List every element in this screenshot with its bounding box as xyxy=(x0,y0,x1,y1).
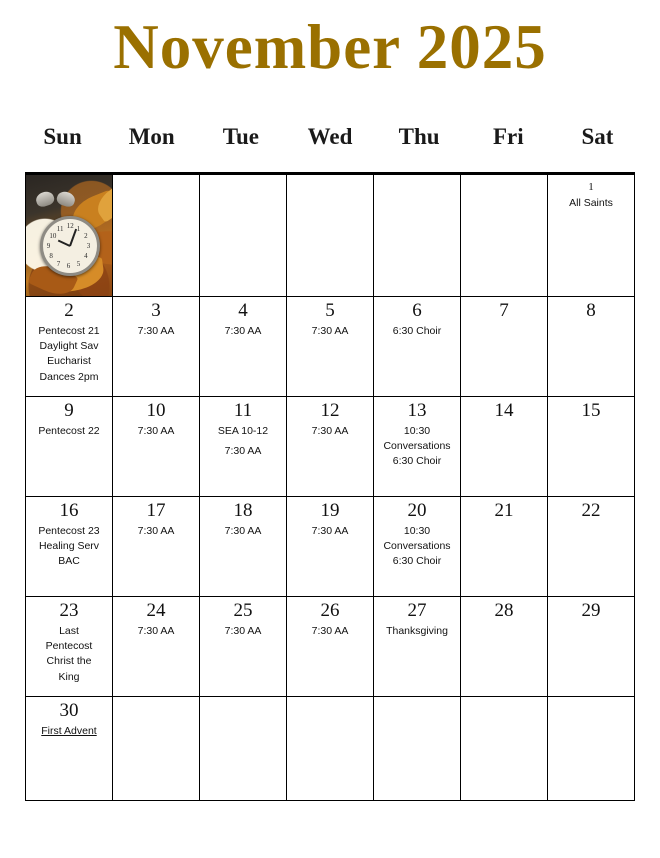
day-number: 25 xyxy=(233,600,253,622)
day-number: 4 xyxy=(238,300,248,322)
day-number: 10 xyxy=(146,400,166,422)
day-number: 17 xyxy=(146,500,166,522)
calendar-week-row xyxy=(26,396,634,496)
day-cell-19[interactable] xyxy=(287,496,374,596)
clock-tick-4: 4 xyxy=(84,252,88,261)
event-text: Last xyxy=(59,624,79,637)
day-cell-empty[interactable] xyxy=(113,696,200,800)
day-number: 27 xyxy=(407,600,427,622)
day-cell-empty[interactable] xyxy=(461,175,548,296)
day-number: 13 xyxy=(407,400,427,422)
day-cell-12[interactable] xyxy=(287,396,374,496)
day-cell-empty[interactable] xyxy=(26,175,113,296)
day-number: 30 xyxy=(59,700,79,722)
day-cell-empty[interactable] xyxy=(461,696,548,800)
weekday-thu: Thu xyxy=(398,124,440,150)
day-cell-8[interactable] xyxy=(548,296,634,396)
event-text: 7:30 AA xyxy=(224,524,262,537)
day-number: 26 xyxy=(320,600,340,622)
day-cell-16[interactable] xyxy=(26,496,113,596)
event-text: 7:30 AA xyxy=(137,424,175,437)
day-cell-14[interactable] xyxy=(461,396,548,496)
day-cell-25[interactable] xyxy=(200,596,287,696)
day-cell-23[interactable] xyxy=(26,596,113,696)
calendar-week-row xyxy=(26,296,634,396)
clock-tick-12: 12 xyxy=(66,222,74,231)
calendar-week-row xyxy=(26,596,634,696)
day-number: 29 xyxy=(581,600,601,622)
calendar-week-row xyxy=(26,175,634,296)
day-number: 20 xyxy=(407,500,427,522)
calendar-week-row xyxy=(26,696,634,800)
day-cell-empty[interactable] xyxy=(548,696,634,800)
day-events xyxy=(29,324,109,385)
clock-tick-3: 3 xyxy=(86,242,91,251)
clock-tick-6: 6 xyxy=(66,262,71,271)
day-number: 2 xyxy=(64,300,74,322)
day-cell-1[interactable] xyxy=(548,175,634,296)
event-text: 6:30 Choir xyxy=(392,324,442,337)
day-events xyxy=(203,424,283,459)
day-number: 18 xyxy=(233,500,253,522)
day-cell-27[interactable] xyxy=(374,596,461,696)
day-events xyxy=(116,324,196,339)
day-cell-11[interactable] xyxy=(200,396,287,496)
day-number: 14 xyxy=(494,400,514,422)
day-cell-empty[interactable] xyxy=(200,175,287,296)
clock-tick-10: 10 xyxy=(49,232,57,241)
day-events xyxy=(377,524,457,570)
day-cell-24[interactable] xyxy=(113,596,200,696)
day-cell-18[interactable] xyxy=(200,496,287,596)
weekday-wed: Wed xyxy=(307,124,353,150)
day-cell-15[interactable] xyxy=(548,396,634,496)
day-events xyxy=(377,424,457,470)
calendar-page xyxy=(0,14,660,858)
event-text: 6:30 Choir xyxy=(392,555,442,568)
weekday-tue: Tue xyxy=(222,124,259,150)
event-text: All Saints xyxy=(569,196,613,209)
day-cell-empty[interactable] xyxy=(287,175,374,296)
day-events xyxy=(116,424,196,439)
day-events xyxy=(116,624,196,639)
day-cell-6[interactable] xyxy=(374,296,461,396)
day-number: 5 xyxy=(325,300,335,322)
day-cell-empty[interactable] xyxy=(200,696,287,800)
day-cell-26[interactable] xyxy=(287,596,374,696)
day-cell-4[interactable] xyxy=(200,296,287,396)
day-cell-10[interactable] xyxy=(113,396,200,496)
event-text: 7:30 AA xyxy=(224,324,262,337)
event-text: Pentecost 22 xyxy=(38,424,100,437)
event-text: Pentecost 23 xyxy=(38,524,100,537)
day-events xyxy=(203,624,283,639)
day-number: 19 xyxy=(320,500,340,522)
event-text: Conversations xyxy=(383,540,451,553)
event-text: 7:30 AA xyxy=(224,445,262,458)
event-text: Conversations xyxy=(383,440,451,453)
day-number: 9 xyxy=(64,400,74,422)
day-cell-7[interactable] xyxy=(461,296,548,396)
event-text: King xyxy=(58,670,80,683)
weekday-mon: Mon xyxy=(128,124,175,150)
day-cell-28[interactable] xyxy=(461,596,548,696)
day-events xyxy=(116,524,196,539)
bell-icon xyxy=(35,190,56,209)
event-text: 10:30 xyxy=(403,524,431,537)
event-text: 7:30 AA xyxy=(311,324,349,337)
day-cell-20[interactable] xyxy=(374,496,461,596)
event-text: Thanksgiving xyxy=(386,624,448,637)
event-text: First Advent xyxy=(41,724,97,737)
day-cell-empty[interactable] xyxy=(113,175,200,296)
event-text: 7:30 AA xyxy=(137,324,175,337)
clock-tick-2: 2 xyxy=(84,232,88,241)
day-number: 21 xyxy=(494,500,514,522)
day-cell-empty[interactable] xyxy=(374,696,461,800)
page-title: November 2025 xyxy=(113,12,547,82)
event-text: 7:30 AA xyxy=(311,424,349,437)
event-text: 7:30 AA xyxy=(311,624,349,637)
day-cell-17[interactable] xyxy=(113,496,200,596)
clock-tick-8: 8 xyxy=(49,252,53,261)
event-text: Dances 2pm xyxy=(39,370,99,383)
weekday-fri: Fri xyxy=(492,124,524,150)
event-text: 7:30 AA xyxy=(224,624,262,637)
clock-tick-7: 7 xyxy=(56,259,61,268)
clock-tick-5: 5 xyxy=(76,259,81,268)
day-number: 12 xyxy=(320,400,340,422)
event-text: Eucharist xyxy=(47,355,91,368)
bell-icon xyxy=(55,190,76,209)
event-text: Christ the xyxy=(46,655,92,668)
day-cell-9[interactable] xyxy=(26,396,113,496)
event-text: Pentecost xyxy=(45,640,93,653)
day-events xyxy=(203,524,283,539)
day-events xyxy=(377,624,457,639)
weekday-sat: Sat xyxy=(581,124,614,150)
day-cell-5[interactable] xyxy=(287,296,374,396)
clock-tick-11: 11 xyxy=(56,224,64,233)
day-events xyxy=(290,324,370,339)
day-cell-21[interactable] xyxy=(461,496,548,596)
day-cell-empty[interactable] xyxy=(287,696,374,800)
day-events xyxy=(203,324,283,339)
day-events xyxy=(29,624,109,685)
day-events xyxy=(290,524,370,539)
day-events xyxy=(290,624,370,639)
day-number: 3 xyxy=(151,300,161,322)
day-cell-3[interactable] xyxy=(113,296,200,396)
event-text: Pentecost 21 xyxy=(38,324,100,337)
event-text: Healing Serv xyxy=(38,540,100,553)
weekday-header-row xyxy=(0,124,660,150)
event-text: 6:30 Choir xyxy=(392,455,442,468)
event-text: 7:30 AA xyxy=(137,524,175,537)
day-number: 11 xyxy=(233,400,253,422)
autumn-alarm-clock-photo xyxy=(26,175,112,296)
day-cell-13[interactable] xyxy=(374,396,461,496)
day-number: 23 xyxy=(59,600,79,622)
event-text: 7:30 AA xyxy=(137,624,175,637)
day-cell-2[interactable] xyxy=(26,296,113,396)
event-text: 7:30 AA xyxy=(311,524,349,537)
weekday-sun: Sun xyxy=(43,124,82,150)
day-number: 16 xyxy=(59,500,79,522)
day-number: 24 xyxy=(146,600,166,622)
clock-tick-9: 9 xyxy=(46,242,51,251)
calendar-grid xyxy=(25,172,635,801)
event-text: 10:30 xyxy=(403,424,431,437)
day-number: 6 xyxy=(412,300,422,322)
event-text: SEA 10-12 xyxy=(217,424,269,437)
day-number: 7 xyxy=(499,300,509,322)
day-events xyxy=(290,424,370,439)
event-text: Daylight Sav xyxy=(39,340,99,353)
day-events xyxy=(29,524,109,570)
day-cell-empty[interactable] xyxy=(374,175,461,296)
day-number: 15 xyxy=(581,400,601,422)
day-number: 22 xyxy=(581,500,601,522)
day-events xyxy=(551,196,631,211)
clock-icon xyxy=(40,216,100,276)
event-text: BAC xyxy=(58,555,80,568)
day-number: 1 xyxy=(588,181,594,194)
clock-tick-1: 1 xyxy=(76,224,81,233)
day-number: 28 xyxy=(494,600,514,622)
day-events xyxy=(29,724,109,739)
day-cell-22[interactable] xyxy=(548,496,634,596)
day-events xyxy=(377,324,457,339)
day-cell-29[interactable] xyxy=(548,596,634,696)
day-cell-30[interactable] xyxy=(26,696,113,800)
calendar-week-row xyxy=(26,496,634,596)
day-number: 8 xyxy=(586,300,596,322)
day-events xyxy=(29,424,109,439)
